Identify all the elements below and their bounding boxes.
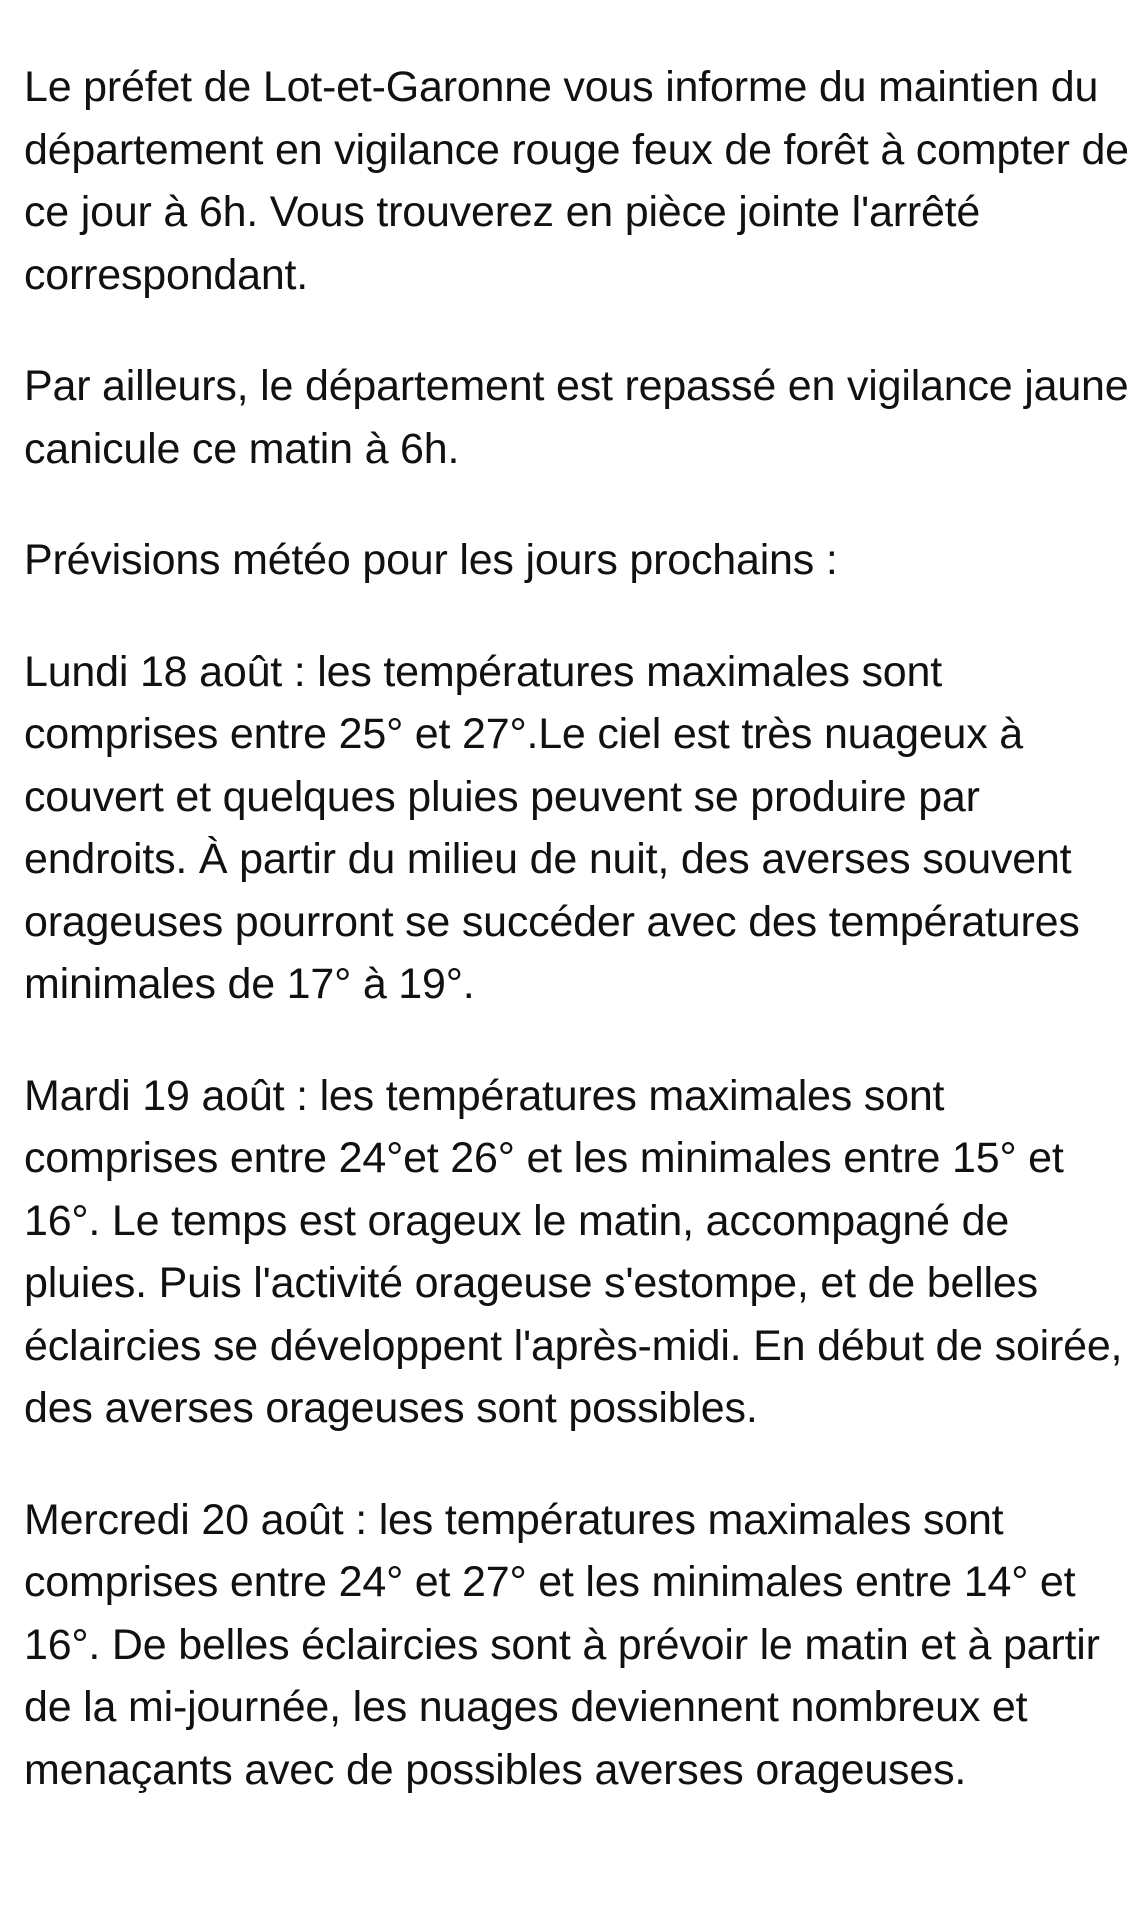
heatwave-paragraph: Par ailleurs, le département est repassé en vigilance jaune canicule ce matin à 6h. xyxy=(24,362,1129,473)
message-body xyxy=(24,56,1132,1850)
forecast-wednesday: Mercredi 20 août : les températures maximales sont comprises entre 24° et 27° et les minimales entre 14° et 16°. De belles éclaircies sont à prévoir le matin et à partir de la mi-journée, les nuages deviennent nombreux et menaçants avec de possibles averses orageuses. xyxy=(24,1495,1100,1794)
forecast-heading: Prévisions météo pour les jours prochains : xyxy=(24,536,838,584)
forecast-monday: Lundi 18 août : les températures maximales sont comprises entre 25° et 27°.Le ciel est très nuageux à couvert et quelques pluies peuvent se produire par endroits. À partir du milieu de nuit, des averses souvent orageuses pourront se succéder avec des températures minimales de 17° à 19°. xyxy=(24,647,1080,1008)
forecast-tuesday: Mardi 19 août : les températures maximales sont comprises entre 24°et 26° et les minimales entre 15° et 16°. Le temps est orageux le matin, accompagné de pluies. Puis l'activité orageuse s'estompe, et de belles éclaircies se développent l'après-midi. En début de soirée, des averses orageuses sont possibles. xyxy=(24,1071,1123,1432)
intro-paragraph: Le préfet de Lot-et-Garonne vous informe du maintien du département en vigilance rouge feux de forêt à compter de ce jour à 6h. Vous trouverez en pièce jointe l'arrêté correspondant. xyxy=(24,63,1129,299)
